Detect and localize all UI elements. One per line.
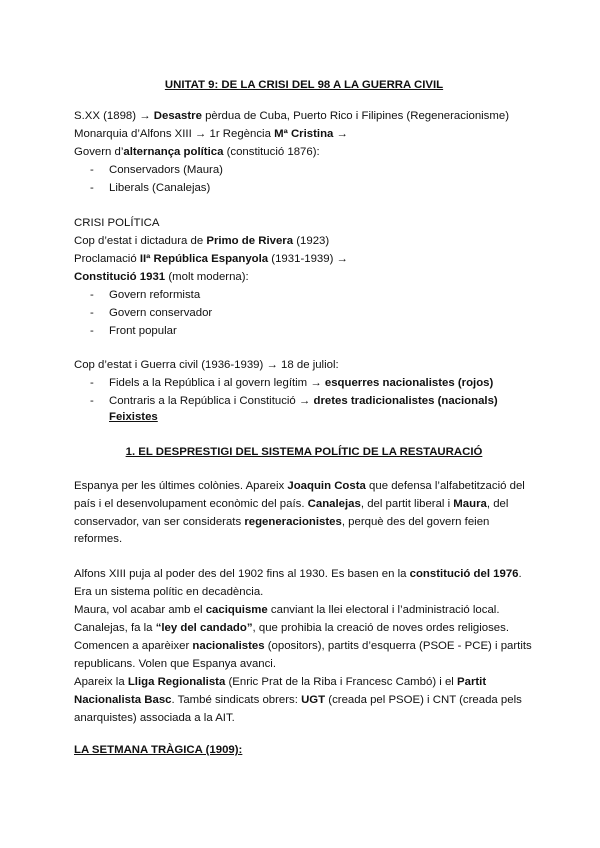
list-item: - Conservadors (Maura) [90, 164, 223, 176]
intro-line-2: Monarquia d’Alfons XIII → 1r Regència Mª Cristina → [74, 128, 348, 140]
paragraph: Comencen a aparèixer nacionalistes (opositors), partits d’esquerra (PSOE - PCE) i partits republicans. Volen que Espanya avanci. [74, 640, 532, 670]
list-item: - Front popular [90, 325, 177, 337]
list-item: - Fidels a la República i al govern legítim → esquerres nacionalistes (rojos) [90, 377, 494, 389]
crisi-line-2: Proclamació IIª República Espanyola (1931-1939) → [74, 253, 348, 265]
paragraph: Apareix la Lliga Regionalista (Enric Prat de la Riba i Francesc Cambó) i el Partit Nacionalista Basc. També sindicats obrers: UGT (creada pel PSOE) i CNT (creada pels anarquistes) associada a la AIT. [74, 676, 522, 724]
paragraph: Espanya per les últimes colònies. Apareix Joaquin Costa que defensa l’alfabetització del país i el desenvolupament econòmic del país. Canalejas, del partit liberal i Maura, del conservador, van ser considerats regeneracionistes, perquè des del govern feien reformes. [74, 480, 525, 546]
section-title: 1. EL DESPRESTIGI DEL SISTEMA POLÍTIC DE LA RESTAURACIÓ [125, 446, 483, 458]
list-item: - Liberals (Canalejas) [90, 182, 211, 194]
paragraph: Alfons XIII puja al poder des del 1902 fins al 1930. Es basen en la constitució del 1976. Era un sistema polític en decadència. [74, 568, 522, 598]
document-title: UNITAT 9: DE LA CRISI DEL 98 A LA GUERRA CIVIL [164, 79, 444, 91]
guerra-line: Cop d’estat i Guerra civil (1936-1939) → 18 de juliol: [74, 359, 339, 371]
intro-line-1: S.XX (1898) → Desastre pèrdua de Cuba, Puerto Rico i Filipines (Regeneracionisme) [74, 110, 509, 122]
paragraph: Canalejas, fa la “ley del candado”, que prohibia la creació de noves ordes religioses. [74, 622, 509, 634]
paragraph: Maura, vol acabar amb el caciquisme canviant la llei electoral i l’administració local. [74, 604, 500, 616]
list-item: - Govern conservador [90, 307, 213, 319]
crisi-heading: CRISI POLÍTICA [74, 217, 160, 229]
list-item: - Contraris a la República i Constitució → dretes tradicionalistes (nacionals) [90, 395, 498, 407]
section-title: LA SETMANA TRÀGICA (1909): [74, 744, 243, 756]
intro-line-3: Govern d’alternança política (constitució 1876): [74, 146, 320, 158]
list-item: - Govern reformista [90, 289, 201, 301]
crisi-line-1: Cop d’estat i dictadura de Primo de Rivera (1923) [74, 235, 330, 247]
list-item-continuation: Feixistes [109, 411, 158, 423]
crisi-line-3: Constitució 1931 (molt moderna): [74, 271, 249, 283]
